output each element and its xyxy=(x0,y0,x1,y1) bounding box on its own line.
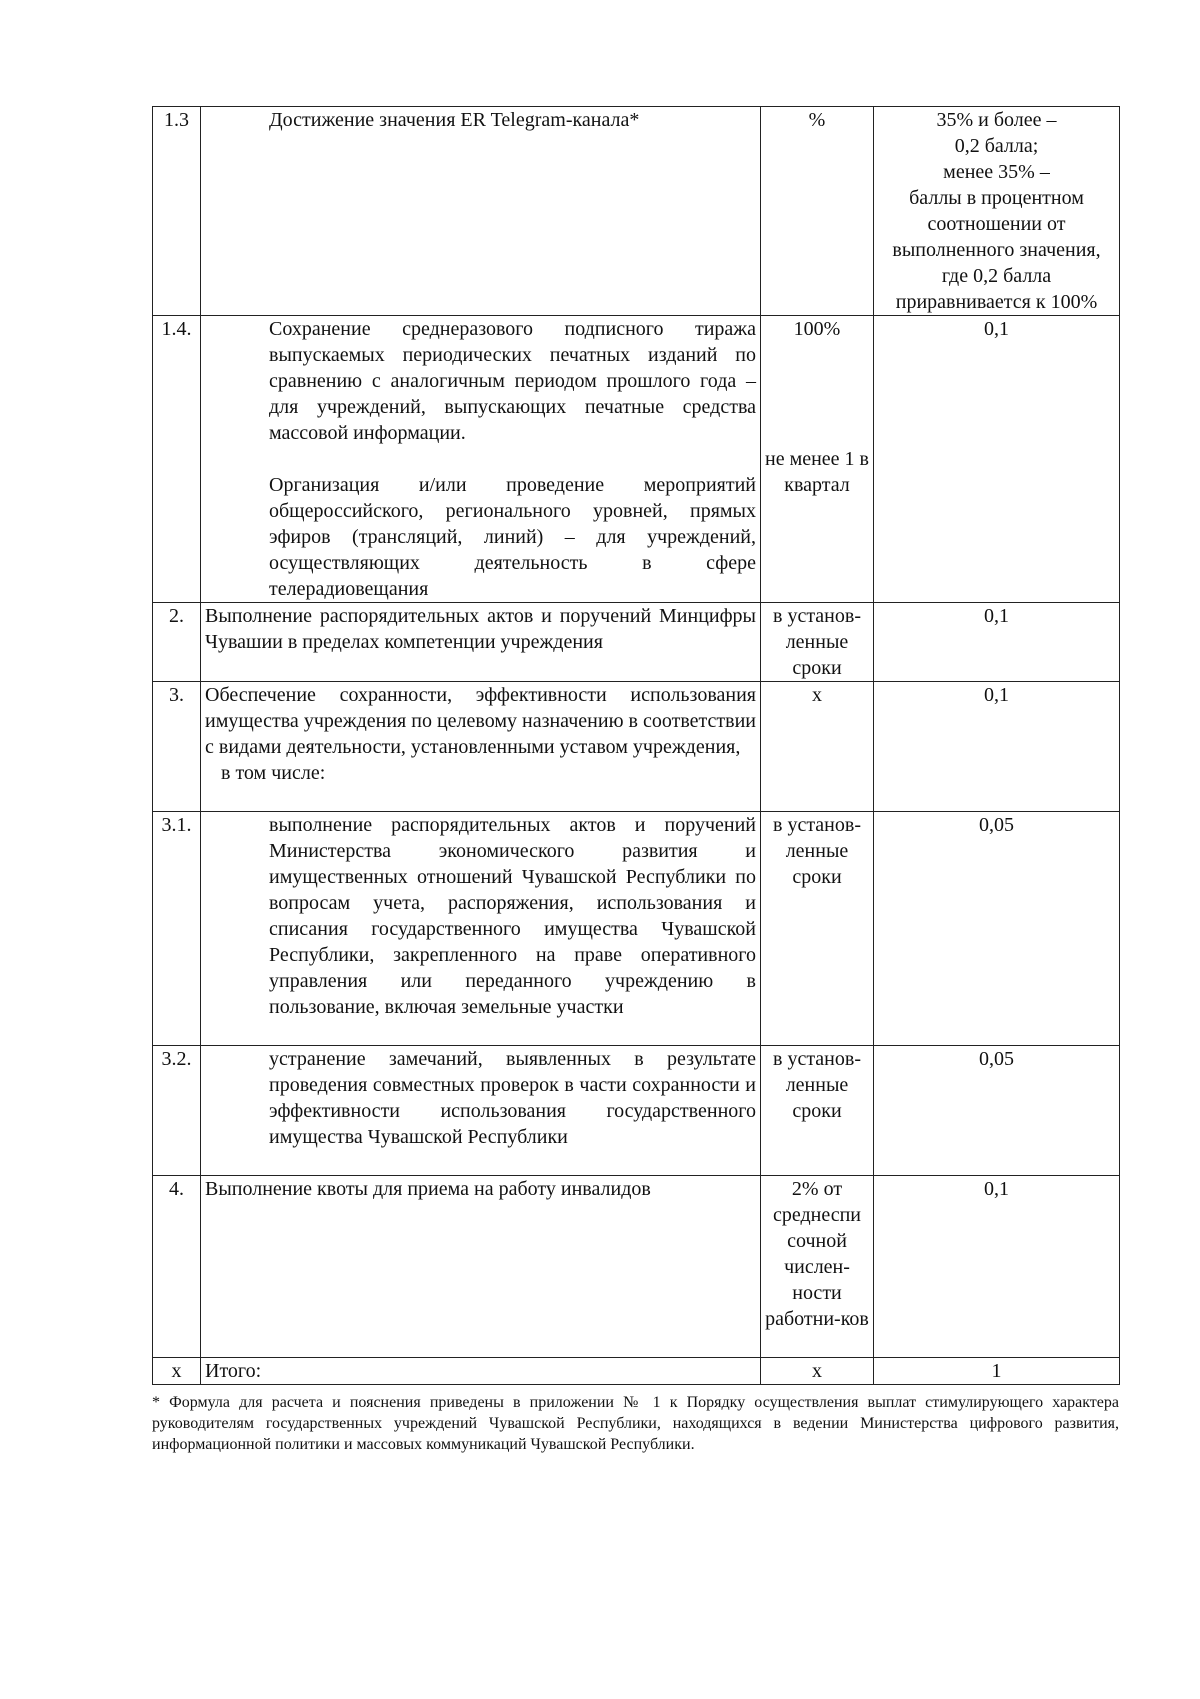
criterion-unit: в установ-ленные сроки xyxy=(761,1046,874,1176)
table-row xyxy=(153,682,1120,812)
criteria-table-container xyxy=(152,106,1119,1385)
total-row xyxy=(153,1358,1120,1385)
criteria-table xyxy=(152,106,1120,1385)
table-row xyxy=(153,1046,1120,1176)
criterion-unit: 2% от среднеспи сочной числен-ности работни-ков xyxy=(761,1176,874,1358)
row-number: 3.2. xyxy=(153,1046,201,1176)
criterion-score: 35% и более – 0,2 балла; менее 35% – баллы в процентном соотношении от выполненного значения, где 0,2 балла приравнивается к 100% xyxy=(874,107,1120,316)
row-number: 1.3 xyxy=(153,107,201,316)
criterion-unit xyxy=(761,316,874,603)
row-number: 2. xyxy=(153,603,201,682)
row-number: 3.1. xyxy=(153,812,201,1046)
row-number: 1.4. xyxy=(153,316,201,603)
criterion-name xyxy=(201,316,761,603)
criterion-score: 0,05 xyxy=(874,812,1120,1046)
criterion-unit-part-a: 100% xyxy=(793,318,841,340)
row-number: 4. xyxy=(153,1176,201,1358)
criterion-name-part-b: Организация и/или проведение мероприятий общероссийского, регионального уровней, прямых эфиров (трансляций, линий) – для учреждений, осуществляющих деятельность в сфере телерадиовещания xyxy=(269,474,756,600)
total-label: Итого: xyxy=(201,1358,761,1385)
total-score: 1 xyxy=(874,1358,1120,1385)
total-unit: х xyxy=(761,1358,874,1385)
criterion-unit: в установ-ленные сроки xyxy=(761,812,874,1046)
footnote: * Формула для расчета и пояснения приведены в приложении № 1 к Порядку осуществления выплат стимулирующего характера руководителям государственных учреждений Чувашской Республики, находящихся в ведении Министерства цифрового развития, информационной политики и массовых коммуникаций Чувашской Республики. xyxy=(152,1394,1119,1453)
criterion-score: 0,1 xyxy=(874,316,1120,603)
criterion-unit: % xyxy=(761,107,874,316)
criterion-name xyxy=(201,682,761,812)
criterion-unit-part-b: не менее 1 в квартал xyxy=(764,448,869,496)
criterion-name-main: Обеспечение сохранности, эффективности использования имущества учреждения по целевому назначению в соответствии с видами деятельности, установленными уставом учреждения, xyxy=(205,684,756,758)
criterion-score: 0,1 xyxy=(874,1176,1120,1358)
table-row xyxy=(153,1176,1120,1358)
criterion-unit: в установ-ленные сроки xyxy=(761,603,874,682)
criterion-name: Достижение значения ER Telegram-канала* xyxy=(201,107,761,316)
criterion-name-sub: в том числе: xyxy=(221,762,326,784)
criterion-score: 0,05 xyxy=(874,1046,1120,1176)
table-row xyxy=(153,603,1120,682)
criterion-name: устранение замечаний, выявленных в результате проведения совместных проверок в части сохранности и эффективности использования государственного имущества Чувашской Республики xyxy=(201,1046,761,1176)
row-number: х xyxy=(153,1358,201,1385)
criterion-score: 0,1 xyxy=(874,682,1120,812)
table-row xyxy=(153,107,1120,316)
criterion-unit: х xyxy=(761,682,874,812)
table-row xyxy=(153,316,1120,603)
criterion-score: 0,1 xyxy=(874,603,1120,682)
row-number: 3. xyxy=(153,682,201,812)
criterion-name-part-a: Сохранение среднеразового подписного тиража выпускаемых периодических печатных изданий по сравнению с аналогичным периодом прошлого года – для учреждений, выпускающих печатные средства массовой информации. xyxy=(269,318,756,444)
criterion-name: выполнение распорядительных актов и поручений Министерства экономического развития и имущественных отношений Чувашской Республики по вопросам учета, распоряжения, использования и списания государственного имущества Чувашской Республики, закрепленного на праве оперативного управления или переданного учреждению в пользование, включая земельные участки xyxy=(201,812,761,1046)
table-row xyxy=(153,812,1120,1046)
criterion-name: Выполнение распорядительных актов и поручений Минцифры Чувашии в пределах компетенции учреждения xyxy=(201,603,761,682)
criterion-name: Выполнение квоты для приема на работу инвалидов xyxy=(201,1176,761,1358)
